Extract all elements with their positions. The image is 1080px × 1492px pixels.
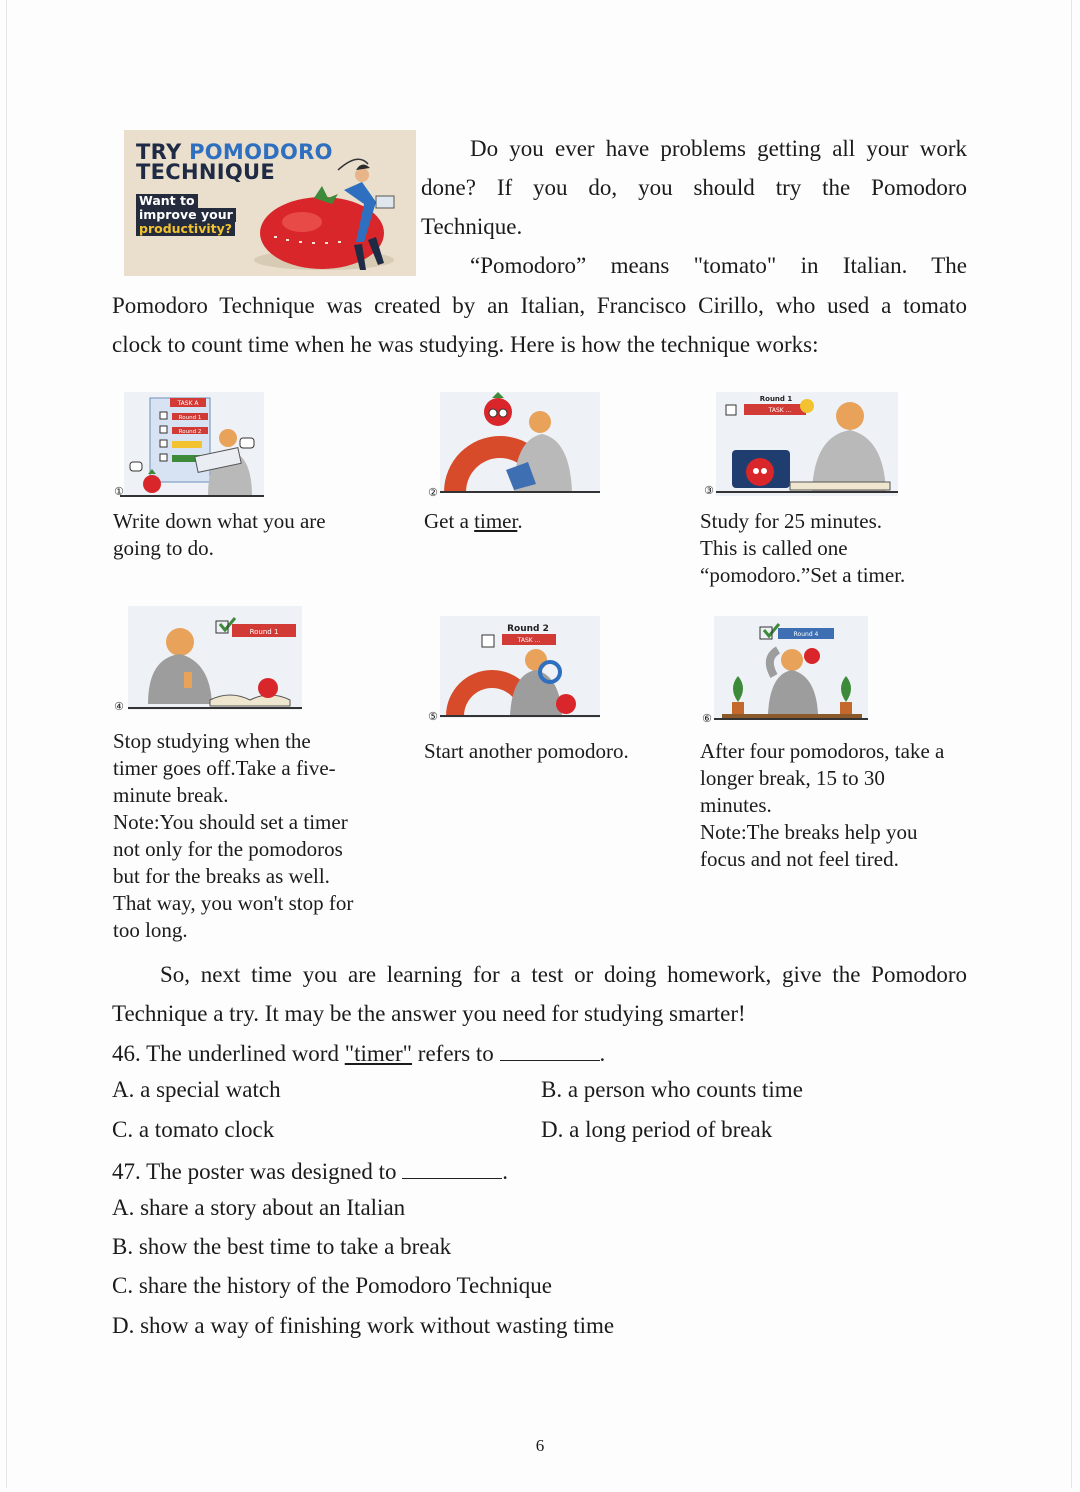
- q47-option-b: B. show the best time to take a break: [112, 1234, 452, 1259]
- q47-option-d: D. show a way of finishing work without wasting time: [112, 1313, 615, 1338]
- step-4-number: ④: [114, 700, 124, 713]
- step-3-label-round-1: Round 1: [759, 395, 793, 403]
- step-4-illustration: [114, 606, 304, 714]
- q47-end: .: [502, 1159, 508, 1184]
- q47-option-a: A. share a story about an Italian: [112, 1195, 406, 1220]
- intro-line-5: Pomodoro Technique was created by an Italian, Francisco Cirillo, who used a tomato: [112, 293, 967, 318]
- step-2-pre: Get a: [424, 509, 475, 533]
- q46-end: .: [599, 1041, 606, 1066]
- step-6-text: [700, 738, 990, 873]
- poster-sub-line1: Want to: [136, 194, 198, 208]
- intro-line-1: Do you ever have problems getting all your work: [470, 136, 967, 161]
- step-4-line: That way, you won't stop for: [113, 891, 354, 915]
- intro-line-3: Technique.: [421, 214, 523, 239]
- question-47-stem: [112, 1152, 972, 1191]
- page-number: 6: [535, 1436, 545, 1455]
- step-1-label-round-2: Round 2: [178, 429, 202, 435]
- step-1-number: ①: [114, 485, 124, 498]
- step-6-number: ⑥: [702, 712, 712, 725]
- step-2-text: [424, 508, 684, 535]
- poster-subtitle: [136, 194, 246, 236]
- step-6-line: Note:The breaks help you: [700, 820, 918, 844]
- step-4-label-round-1: Round 1: [249, 628, 279, 636]
- step-1-line: going to do.: [113, 536, 214, 560]
- q46-option-a: A. a special watch: [112, 1077, 281, 1102]
- question-46-stem: [112, 1034, 972, 1073]
- step-1-label-task-a: TASK A: [177, 400, 199, 407]
- step-1-line: Write down what you are: [113, 509, 326, 533]
- step-6-label-round-4: Round 4: [793, 631, 819, 638]
- step-5-illustration: [428, 616, 602, 723]
- step-5-text: [424, 738, 694, 765]
- poster-title-try: TRY: [136, 140, 190, 164]
- step-5-label-round-2: Round 2: [507, 624, 549, 634]
- step-3-illustration: [704, 392, 900, 500]
- poster-title-pomodoro: POMODORO: [189, 140, 333, 164]
- q46-underlined-timer: "timer": [344, 1041, 413, 1066]
- step-3-text: [700, 508, 980, 589]
- intro-line-4: “Pomodoro” means "tomato" in Italian. The: [470, 253, 967, 278]
- step-6-line: longer break, 15 to 30: [700, 766, 885, 790]
- poster-sub-line2: improve your: [136, 208, 236, 222]
- step-6-line: focus and not feel tired.: [700, 847, 899, 871]
- step-1-label-round-1: Round 1: [178, 415, 202, 421]
- intro-line-6: clock to count time when he was studying. Here is how the technique works:: [112, 332, 819, 357]
- q46-pre: 46. The underlined word: [112, 1041, 345, 1066]
- step-2-post: .: [517, 509, 523, 533]
- step-1-illustration: [114, 392, 268, 500]
- step-4-line: Stop studying when the: [113, 729, 311, 753]
- step-4-line: but for the breaks as well.: [113, 864, 330, 888]
- conclusion-line-2: Technique a try. It may be the answer you need for studying smarter!: [112, 1001, 746, 1026]
- q47-answer-blank: [402, 1156, 502, 1179]
- pomodoro-poster: [124, 130, 416, 276]
- step-1-text: [113, 508, 393, 562]
- poster-title: [136, 142, 333, 182]
- step-2-illustration: [428, 392, 602, 499]
- q46-option-d: D. a long period of break: [541, 1117, 773, 1142]
- step-3-line: “pomodoro.”Set a timer.: [700, 563, 906, 587]
- step-4-line: too long.: [113, 918, 188, 942]
- step-3-line: This is called one: [700, 536, 848, 560]
- poster-title-technique: TECHNIQUE: [136, 160, 275, 184]
- step-3-number: ③: [704, 484, 714, 497]
- q46-post: refers to: [412, 1041, 494, 1066]
- step-4-line: timer goes off.Take a five-: [113, 756, 336, 780]
- step-5-line: Start another pomodoro.: [424, 739, 629, 763]
- step-4-text: [113, 728, 403, 944]
- q47-option-c: C. share the history of the Pomodoro Technique: [112, 1273, 552, 1298]
- q47-pre: 47. The poster was designed to: [112, 1159, 397, 1184]
- q46-option-b: B. a person who counts time: [541, 1077, 803, 1102]
- conclusion-line-1: So, next time you are learning for a test or doing homework, give the Pomodoro: [160, 962, 967, 987]
- q46-option-c: C. a tomato clock: [112, 1117, 275, 1142]
- step-6-line: After four pomodoros, take a: [700, 739, 945, 763]
- step-4-line: minute break.: [113, 783, 229, 807]
- q46-answer-blank: [500, 1038, 600, 1061]
- poster-sub-line3: productivity?: [136, 222, 235, 236]
- intro-line-2: done? If you do, you should try the Pomodoro: [421, 175, 967, 200]
- step-6-illustration: [702, 616, 870, 725]
- step-2-number: ②: [428, 486, 438, 499]
- step-4-line: not only for the pomodoros: [113, 837, 343, 861]
- step-3-line: Study for 25 minutes.: [700, 509, 882, 533]
- step-5-number: ⑤: [428, 710, 438, 723]
- step-4-line: Note:You should set a timer: [113, 810, 348, 834]
- step-6-line: minutes.: [700, 793, 772, 817]
- step-2-underlined-timer: timer: [474, 509, 518, 533]
- step-5-label-task: TASK ...: [517, 637, 541, 644]
- step-3-label-task: TASK ...: [768, 407, 792, 414]
